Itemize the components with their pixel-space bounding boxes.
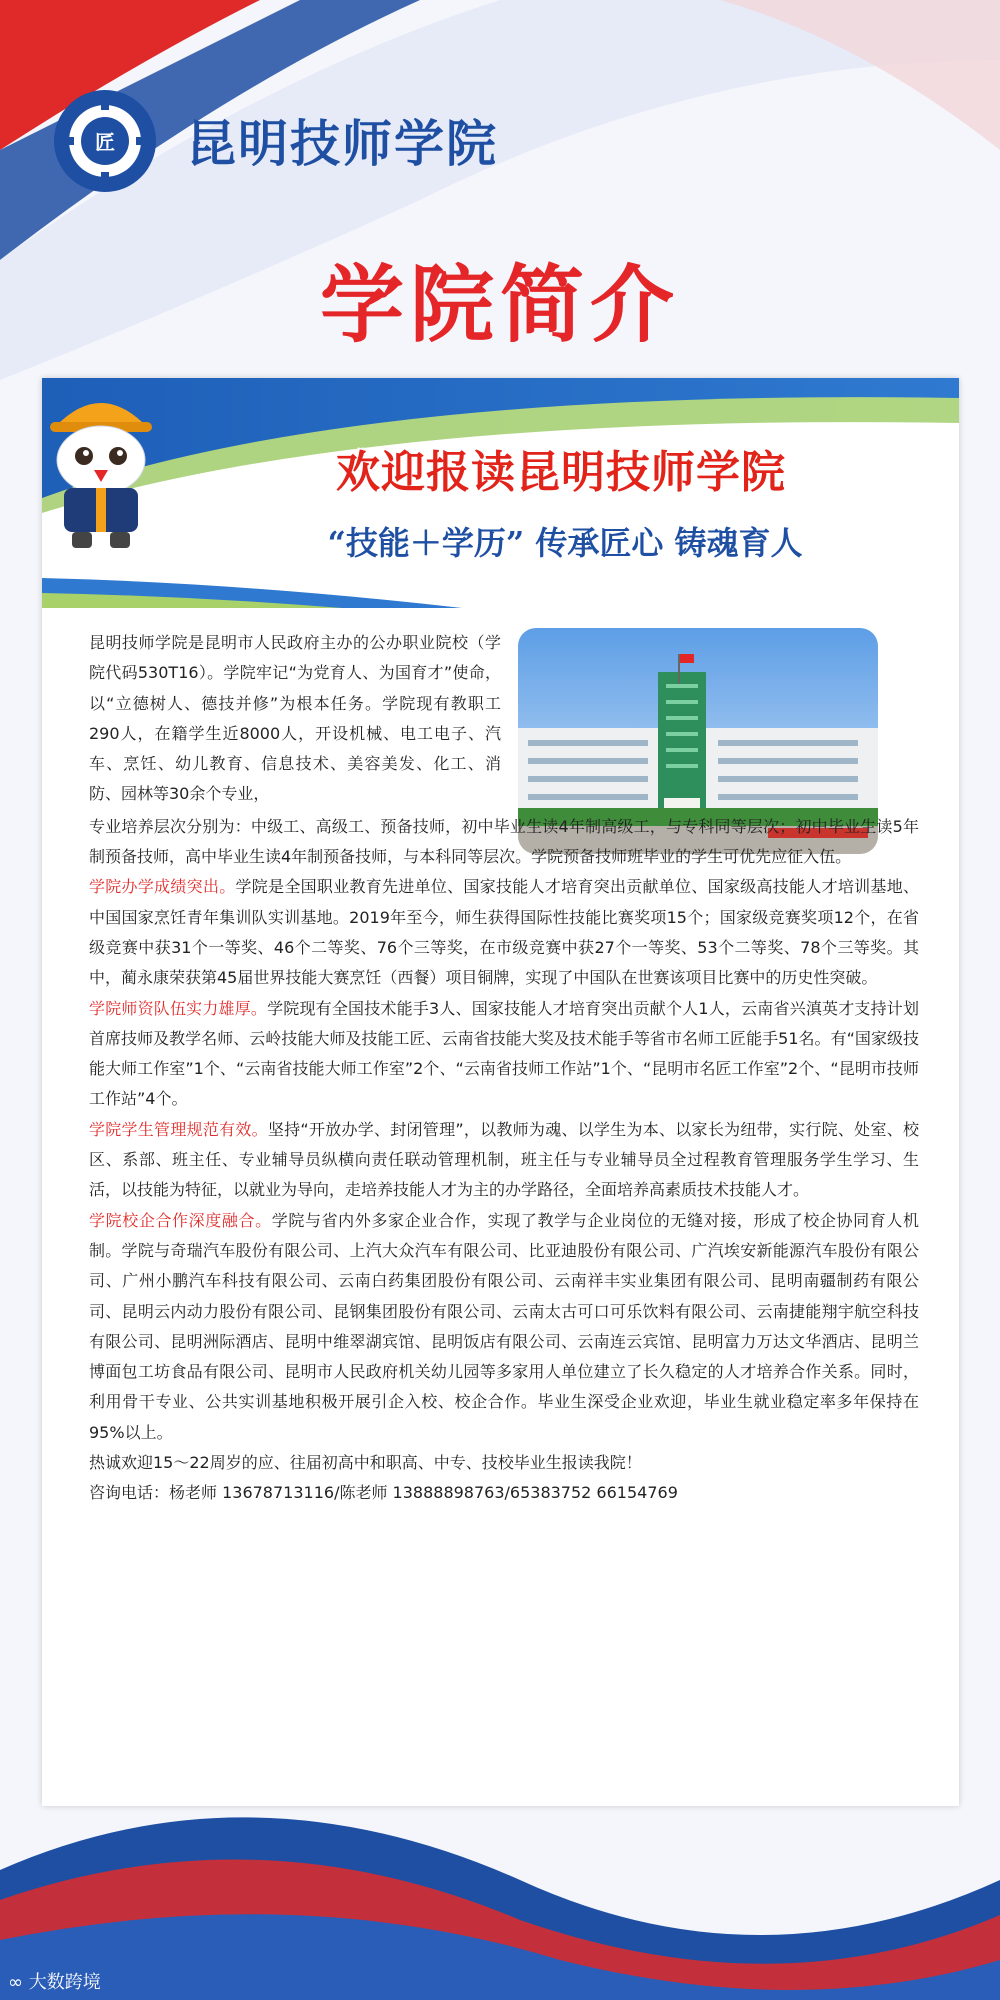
header [0, 0, 1000, 360]
welcome-banner [42, 378, 959, 608]
section-heading: 学院学生管理规范有效。 [89, 1119, 268, 1139]
section-heading: 学院办学成绩突出。 [89, 877, 236, 897]
section-text: 坚持“开放办学、封闭管理”，以教师为魂、以学生为本、以家长为纽带，实行院、处室、校区、系部、班主任、专业辅导员纵横向责任联动管理机制，班主任与专业辅导员全过程教育管理服务学生学习、生活，以技能为特征，以就业为导向，走培养技能人才为主的办学路径，全面培养高素质技术技能人才。 [89, 1119, 919, 1200]
section-cooperation [89, 1206, 919, 1448]
section-text: 学院现有全国技术能手3人、国家技能人才培育突出贡献个人1人，云南省兴滇英才支持计划首席技师及教学名师、云岭技能大师及技能工匠、云南省技能大奖及技术能手等省市名师工匠能手51名。有“国家级技能大师工作室”1个、“云南省技能大师工作室”2个、“云南省技师工作站”1个、“昆明市名匠工作室”2个、“昆明市技师工作站”4个。 [89, 998, 919, 1109]
section-heading: 学院校企合作深度融合。 [89, 1210, 272, 1230]
watermark-icon: ∞ [8, 1972, 23, 1993]
section-faculty [89, 994, 919, 1115]
slogan: “技能＋学历” 传承匠心 铸魂育人 [327, 524, 803, 562]
page-title: 学院简介 [319, 256, 680, 354]
contact-line: 咨询电话：杨老师 13678713116/陈老师 13888898763/65383752 66154769 [89, 1483, 678, 1503]
svg-text:匠: 匠 [95, 130, 115, 154]
school-logo [52, 88, 158, 194]
watermark-text: 大数跨境 [28, 1972, 101, 1993]
section-text: 学院是全国职业教育先进单位、国家技能人才培育突出贡献单位、国家级高技能人才培训基地、中国国家烹饪青年集训队实训基地。2019年至今，师生获得国际性技能比赛奖项15个；国家级竞赛奖项12个，在省级竞赛中获31个一等奖、46个二等奖、76个三等奖，在市级竞赛中获27个一等奖、53个二等奖、78个三等奖。其中，蔺永康荣获第45届世界技能大赛烹饪（西餐）项目铜牌，实现了中国队在世赛该项目比赛中的历史性突破。 [89, 877, 919, 988]
content-card [42, 378, 959, 1806]
welcome-line: 热诚欢迎15～22周岁的应、往届初高中和职高、中专、技校毕业生报读我院！ [89, 1453, 642, 1473]
section-heading: 学院师资队伍实力雄厚。 [89, 998, 268, 1018]
welcome-heading: 欢迎报读昆明技师学院 [336, 447, 786, 498]
intro-content [89, 628, 919, 1509]
section-achievements [89, 872, 919, 993]
school-name: 昆明技师学院 [186, 114, 498, 173]
levels-paragraph: 专业培养层次分别为：中级工、高级工、预备技师，初中毕业生读4年制高级工，与专科同等层次；初中毕业生读5年制预备技师，高中毕业生读4年制预备技师，与本科同等层次。学院预备技师班毕业的学生可优先应征入伍。 [89, 816, 919, 867]
section-management [89, 1115, 919, 1206]
watermark [8, 1968, 101, 1994]
mascot-icon [42, 378, 160, 550]
section-text: 学院与省内外多家企业合作，实现了教学与企业岗位的无缝对接，形成了校企协同育人机制。学院与奇瑞汽车股份有限公司、上汽大众汽车有限公司、比亚迪股份有限公司、广汽埃安新能源汽车股份有限公司、广州小鹏汽车科技有限公司、云南白药集团股份有限公司、云南祥丰实业集团有限公司、昆明南疆制药有限公司、昆明云内动力股份有限公司、昆钢集团股份有限公司、云南太古可口可乐饮料有限公司、云南捷能翔宇航空科技有限公司、昆明洲际酒店、昆明中维翠湖宾馆、昆明饭店有限公司、云南连云宾馆、昆明富力万达文华酒店、昆明兰博面包工坊食品有限公司、昆明市人民政府机关幼儿园等多家用人单位建立了长久稳定的人才培养合作关系。同时，利用骨干专业、公共实训基地积极开展引企入校、校企合作。毕业生深受企业欢迎，毕业生就业稳定率多年保持在95%以上。 [89, 1210, 919, 1442]
intro-paragraph: 昆明技师学院是昆明市人民政府主办的公办职业院校（学院代码530T16）。学院牢记“为党育人、为国育才”使命，以“立德树人、德技并修”为根本任务。学院现有教职工290人，在籍学生近8000人，开设机械、电工电子、汽车、烹饪、幼儿教育、信息技术、美容美发、化工、消防、园林等30余个专业， [89, 633, 501, 804]
